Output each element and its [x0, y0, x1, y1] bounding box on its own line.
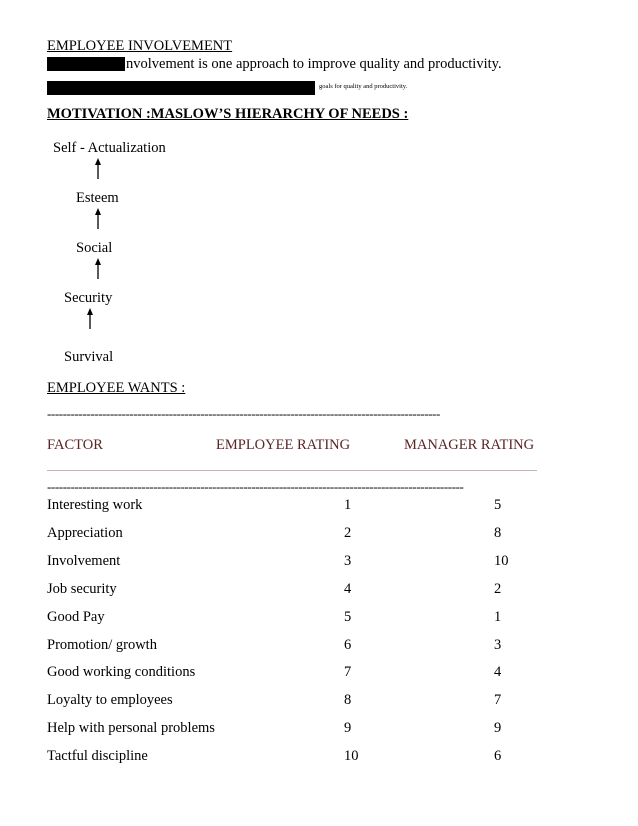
small-note: goals for quality and productivity.	[319, 83, 408, 90]
employee-rating-cell: 6	[344, 637, 352, 653]
hierarchy-level: Social	[76, 240, 113, 256]
factor-cell: Appreciation	[47, 525, 123, 541]
table-header-factor: FACTOR	[47, 437, 103, 453]
manager-rating-cell: 3	[494, 637, 502, 653]
table-row	[0, 581, 638, 601]
manager-rating-cell: 6	[494, 748, 502, 764]
employee-rating-cell: 5	[344, 609, 352, 625]
up-arrow-icon	[94, 258, 102, 280]
manager-rating-cell: 2	[494, 581, 502, 597]
table-row	[0, 637, 638, 657]
manager-rating-cell: 8	[494, 525, 502, 541]
redaction-bar	[47, 81, 315, 95]
factor-cell: Tactful discipline	[47, 748, 148, 764]
header-underline	[47, 470, 537, 471]
employee-rating-cell: 7	[344, 664, 352, 680]
factor-cell: Loyalty to employees	[47, 692, 173, 708]
employee-rating-cell: 10	[344, 748, 359, 764]
factor-cell: Job security	[47, 581, 117, 597]
table-row	[0, 525, 638, 545]
table-row	[0, 553, 638, 573]
employee-rating-cell: 8	[344, 692, 352, 708]
factor-cell: Good working conditions	[47, 664, 196, 680]
hierarchy-level: Survival	[64, 349, 114, 365]
factor-cell: Help with personal problems	[47, 720, 215, 736]
table-row	[0, 497, 638, 517]
table-header-manager-rating: MANAGER RATING	[404, 437, 535, 453]
wants-heading: EMPLOYEE WANTS :	[47, 380, 186, 396]
manager-rating-cell: 10	[494, 553, 509, 569]
redaction-bar	[47, 57, 125, 71]
dashed-divider: ----------------------------------------------------------------------------------------------------------	[47, 479, 464, 494]
factor-cell: Involvement	[47, 553, 121, 569]
manager-rating-cell: 7	[494, 692, 502, 708]
doc-title: EMPLOYEE INVOLVEMENT	[47, 38, 233, 54]
manager-rating-cell: 1	[494, 609, 502, 625]
employee-rating-cell: 9	[344, 720, 352, 736]
employee-rating-cell: 4	[344, 581, 352, 597]
employee-rating-cell: 2	[344, 525, 352, 541]
factor-cell: Promotion/ growth	[47, 637, 157, 653]
dashed-divider: ----------------------------------------------------------------------------------------------------	[47, 406, 440, 421]
hierarchy-level: Security	[64, 290, 113, 306]
up-arrow-icon	[86, 308, 94, 330]
hierarchy-level: Esteem	[76, 190, 119, 206]
manager-rating-cell: 9	[494, 720, 502, 736]
up-arrow-icon	[94, 158, 102, 180]
factor-cell: Good Pay	[47, 609, 105, 625]
up-arrow-icon	[94, 208, 102, 230]
table-row	[0, 748, 638, 768]
intro-line: nvolvement is one approach to improve quality and productivity.	[126, 56, 502, 72]
manager-rating-cell: 4	[494, 664, 502, 680]
table-row	[0, 692, 638, 712]
factor-cell: Interesting work	[47, 497, 143, 513]
table-header-employee-rating: EMPLOYEE RATING	[216, 437, 351, 453]
table-row	[0, 664, 638, 684]
motivation-heading: MOTIVATION :MASLOW’S HIERARCHY OF NEEDS :	[47, 106, 409, 122]
hierarchy-level: Self - Actualization	[53, 140, 166, 156]
table-row	[0, 720, 638, 740]
employee-rating-cell: 1	[344, 497, 352, 513]
table-row	[0, 609, 638, 629]
employee-rating-cell: 3	[344, 553, 352, 569]
manager-rating-cell: 5	[494, 497, 502, 513]
